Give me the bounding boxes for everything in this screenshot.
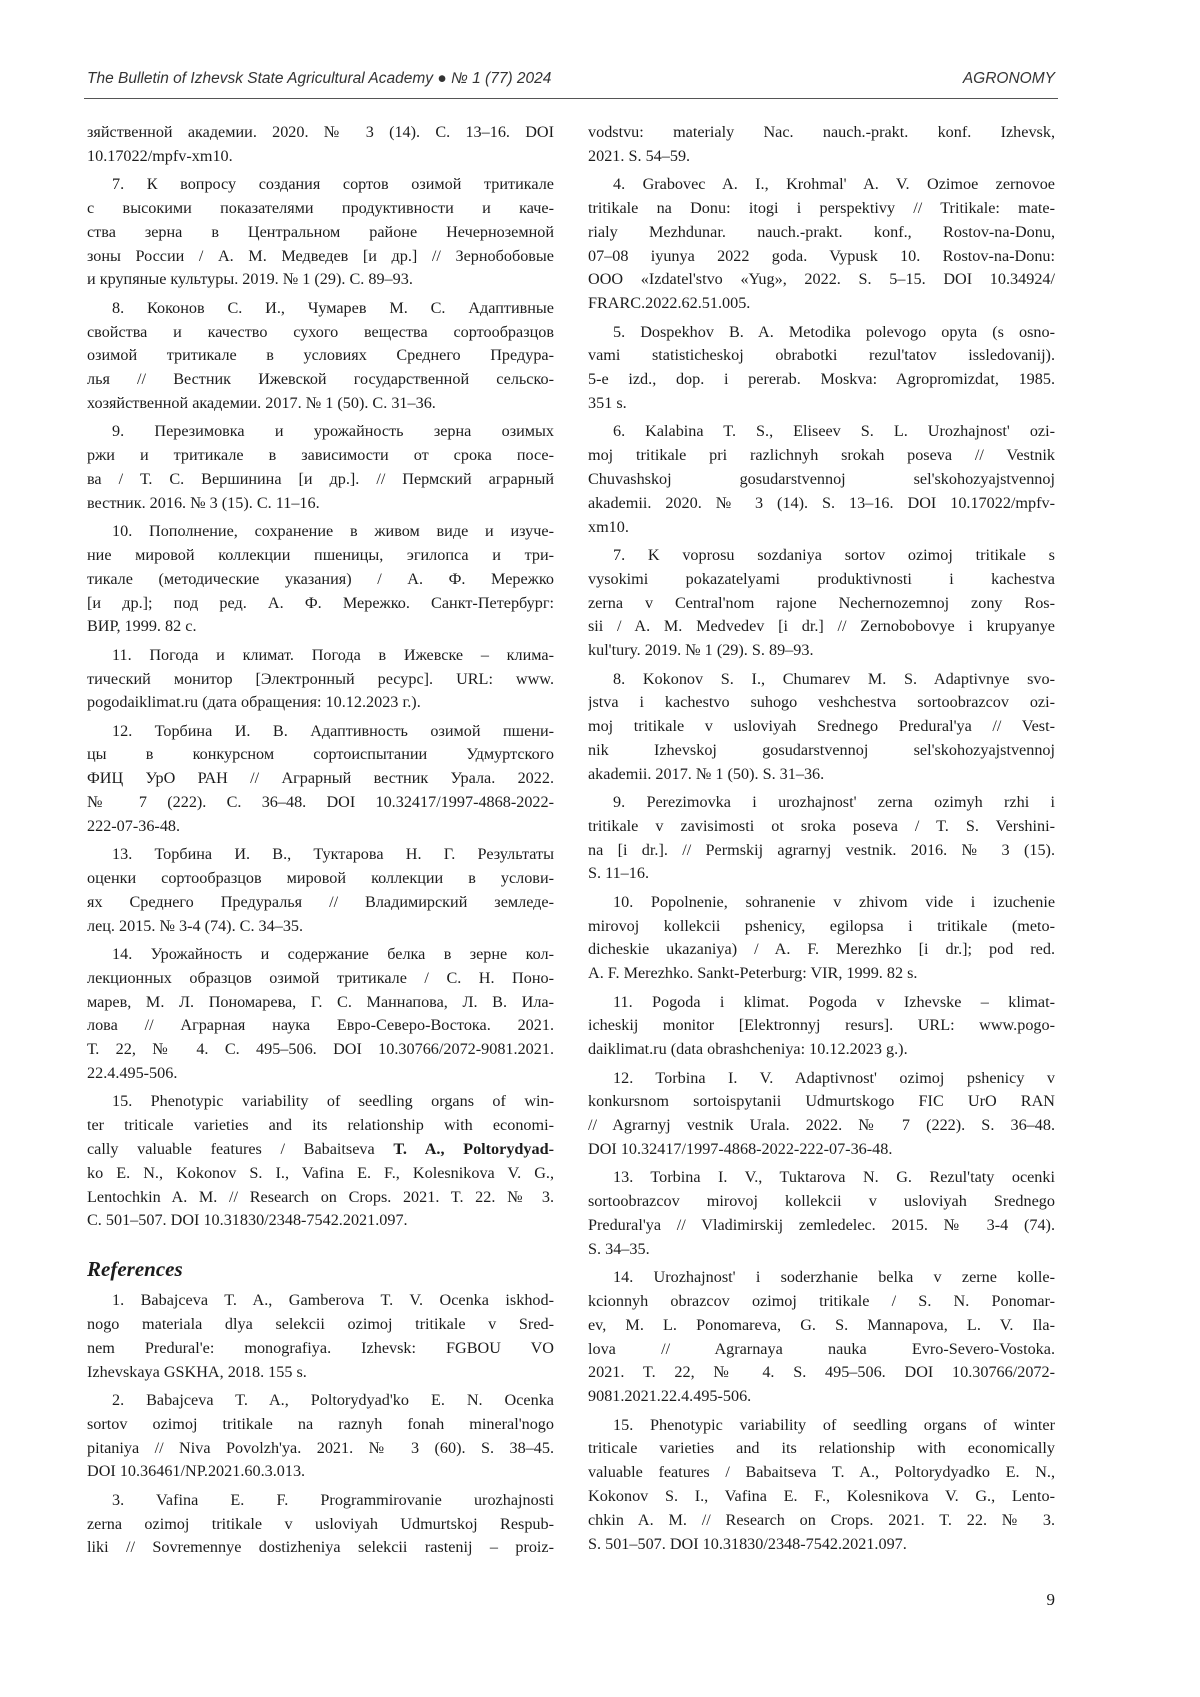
- text-line: 11. Погода и климат. Погода в Ижевске – клима-: [112, 645, 554, 664]
- reference-ref-en-8: [588, 668, 1055, 787]
- text-line: 8. Kokonov S. I., Chumarev M. S. Adaptivnye svo-: [613, 669, 1055, 688]
- text-line: 10. Popolnenie, sohranenie v zhivom vide i izuchenie: [613, 892, 1055, 911]
- text-line: Predural'ya // Vladimirskij zemledelec. 2015. № 3-4 (74).: [588, 1216, 1055, 1234]
- text-line: nik Izhevskoj gosudarstvennoj sel'skohozyajstvennoj: [588, 740, 1055, 759]
- text-line: 5-e izd., dop. i pererab. Moskva: Agropromizdat, 1985.: [588, 370, 1055, 389]
- text-line: ржи и тритикале в зависимости от срока посе-: [87, 446, 554, 465]
- text-line: valuable features / Babaitseva T. A., Poltorydyadko E. N.,: [588, 1463, 1055, 1482]
- text-line: tritikale v zavisimosti ot sroka poseva / T. S. Vershini-: [588, 816, 1055, 835]
- text-line: icheskij monitor [Elektronnyj resurs]. URL: www.pogo-: [588, 1016, 1055, 1035]
- text-line: pitaniya // Niva Povolzh'ya. 2021. № 3 (60). S. 38–45.: [87, 1438, 554, 1457]
- text-line: tritikale na Donu: itogi i perspektivy // Tritikale: mate-: [588, 198, 1055, 217]
- text-line: ях Среднего Предуралья // Владимирский земледе-: [87, 892, 554, 911]
- text-line: 9. Perezimovka i urozhajnost' zerna ozimyh rzhi i: [613, 793, 1055, 812]
- reference-ref-en-13: [588, 1166, 1055, 1261]
- right-column: [588, 121, 1055, 1561]
- text-line: kcionnyh obrazcov ozimoj tritikale / S. N. Ponomar-: [588, 1291, 1055, 1310]
- reference-ref-en-9: [588, 791, 1055, 886]
- text-line: хозяйственной академии. 2017. № 1 (50). С. 31–36.: [87, 393, 436, 412]
- text-line: 351 s.: [588, 393, 627, 412]
- text-line: № 7 (222). С. 36–48. DOI 10.32417/1997-4868-2022-: [87, 793, 554, 812]
- text-line: 2. Babajceva T. A., Poltorydyad'ko E. N. Ocenka: [112, 1390, 554, 1409]
- reference-ref-en-15: [588, 1414, 1055, 1557]
- text-line: nem Predural'e: monografiya. Izhevsk: FGBOU VO: [87, 1338, 554, 1357]
- reference-ref-en-2: [87, 1389, 554, 1484]
- text-line: nogo materiala dlya selekcii ozimoj tritikale v Sred-: [87, 1315, 554, 1333]
- text-line: 2021. S. 54–59.: [588, 146, 691, 165]
- text-line: лья // Вестник Ижевской государственной сельско-: [87, 370, 554, 389]
- text-line: xm10.: [588, 517, 629, 536]
- reference-ref-ru-8: [87, 297, 554, 416]
- text-line: озимой тритикале в условиях Среднего Предура-: [87, 346, 554, 365]
- text-line: 7. K voprosu sozdaniya sortov ozimoj tritikale s: [613, 545, 1055, 564]
- reference-ref-en-5: [588, 321, 1055, 416]
- reference-ref-en-1: [87, 1289, 554, 1384]
- text-line: 12. Торбина И. В. Адаптивность озимой пшени-: [112, 721, 554, 740]
- text-line: марев, М. Л. Пономарева, Г. С. Маннапова, Л. В. Ила-: [87, 992, 554, 1011]
- reference-ref-ru-10: [87, 520, 554, 639]
- text-line: 12. Torbina I. V. Adaptivnost' ozimoj pshenicy v: [613, 1068, 1055, 1087]
- text-segment: cally valuable features / Babaitseva: [87, 1140, 394, 1159]
- text-line: 6. Kalabina T. S., Eliseev S. L. Urozhajnost' ozi-: [613, 422, 1055, 441]
- text-line: лец. 2015. № 3-4 (74). С. 34–35.: [87, 916, 304, 935]
- text-line: ВИР, 1999. 82 с.: [87, 617, 197, 636]
- text-line: Lentochkin A. M. // Research on Crops. 2021. T. 22. № 3.: [87, 1187, 554, 1206]
- text-line: mirovoj kollekcii pshenicy, egilopsa i tritikale (meto-: [588, 916, 1055, 935]
- text-line: 13. Торбина И. В., Туктарова Н. Г. Результаты: [112, 845, 554, 864]
- text-line: ства зерна в Центральном районе Нечерноземной: [87, 222, 554, 241]
- text-line: kul'tury. 2019. № 1 (29). S. 89–93.: [588, 641, 814, 660]
- text-line: Т. 22, № 4. С. 495–506. DOI 10.30766/2072-9081.2021.: [87, 1040, 554, 1059]
- reference-ref-en-3-continued: [588, 121, 1055, 169]
- text-line: [87, 1138, 554, 1162]
- text-line: sortoobrazcov mirovoj kollekcii v usloviyah Srednego: [588, 1192, 1055, 1211]
- text-line: S. 501–507. DOI 10.31830/2348-7542.2021.097.: [588, 1534, 907, 1553]
- text-line: daiklimat.ru (data obrashcheniya: 10.12.2023 g.).: [588, 1040, 908, 1059]
- reference-ref-ru-9: [87, 420, 554, 515]
- section-name: AGRONOMY: [962, 70, 1055, 87]
- text-line: 9081.2021.22.4.495-506.: [588, 1387, 752, 1406]
- reference-ref-en-14: [588, 1266, 1055, 1409]
- text-line: DOI 10.36461/NP.2021.60.3.013.: [87, 1462, 306, 1481]
- reference-ref-ru-6-continued: [87, 121, 554, 169]
- text-line: S. 34–35.: [588, 1239, 650, 1258]
- reference-ref-ru-14: [87, 943, 554, 1086]
- text-line: 7. К вопросу создания сортов озимой тритикале: [112, 175, 554, 194]
- text-line: vami statisticheskoj obrabotki rezul'tatov issledovanij).: [588, 346, 1055, 365]
- text-line: Izhevskaya GSKHA, 2018. 155 s.: [87, 1362, 307, 1381]
- text-line: ФИЦ УрО РАН // Аграрный вестник Урала. 2022.: [87, 769, 554, 788]
- text-line: chkin A. M. // Research on Crops. 2021. T. 22. № 3.: [588, 1510, 1055, 1529]
- text-line: лова // Аграрная наука Евро-Северо-Востока. 2021.: [87, 1016, 554, 1035]
- text-line: 14. Урожайность и содержание белка в зерне кол-: [112, 945, 554, 964]
- text-line: свойства и качество сухого вещества сортообразцов: [87, 322, 554, 341]
- text-line: dicheskie ukazaniya) / A. F. Merezhko [i dr.]; pod red.: [588, 940, 1055, 959]
- text-line: moj tritikale v usloviyah Srednego Predural'ya // Vest-: [588, 717, 1055, 736]
- text-line: 222-07-36-48.: [87, 816, 181, 835]
- text-line: moj tritikale pri razlichnyh srokah poseva // Vestnik: [588, 446, 1055, 465]
- text-line: 1. Babajceva T. A., Gamberova T. V. Ocenka iskhod-: [112, 1291, 554, 1310]
- text-line: зоны России / А. М. Медведев [и др.] // Зернобобовые: [87, 246, 554, 265]
- reference-ref-en-12: [588, 1067, 1055, 1162]
- reference-ref-en-10: [588, 891, 1055, 986]
- page-number: 9: [1046, 1590, 1055, 1609]
- reference-ref-en-11: [588, 991, 1055, 1062]
- left-column: [87, 121, 554, 1565]
- text-line: 9. Перезимовка и урожайность зерна озимых: [112, 422, 554, 441]
- text-line: ko E. N., Kokonov S. I., Vafina E. F., Kolesnikova V. G.,: [87, 1163, 554, 1182]
- text-line: 11. Pogoda i klimat. Pogoda v Izhevske – klimat-: [613, 992, 1055, 1011]
- text-line: 5. Dospekhov B. A. Metodika polevogo opyta (s osno-: [613, 322, 1055, 341]
- text-line: 10. Пополнение, сохранение в живом виде и изуче-: [112, 522, 554, 541]
- text-line: ва / Т. С. Вершинина [и др.]. // Пермский аграрный: [87, 469, 554, 488]
- text-line: // Agrarnyj vestnik Urala. 2022. № 7 (222). S. 36–48.: [588, 1116, 1055, 1135]
- reference-ref-en-7: [588, 544, 1055, 663]
- text-line: 3. Vafina E. F. Programmirovanie urozhajnosti: [112, 1490, 554, 1509]
- reference-ref-ru-7: [87, 173, 554, 292]
- text-line: A. F. Merezhko. Sankt-Peterburg: VIR, 1999. 82 s.: [588, 964, 918, 983]
- text-line: akademii. 2020. № 3 (14). S. 13–16. DOI 10.17022/mpfv-: [588, 493, 1055, 512]
- text-line: akademii. 2017. № 1 (50). S. 31–36.: [588, 764, 825, 783]
- text-line: liki // Sovremennye dostizheniya selekcii rastenij – proiz-: [87, 1538, 554, 1557]
- text-line: ev, M. L. Ponomareva, G. S. Mannapova, L. V. Ila-: [588, 1315, 1055, 1334]
- text-line: jstva i kachestvo suhogo veshchestva sortoobrazcov ozi-: [588, 693, 1055, 712]
- text-line: pogodaiklimat.ru (дата обращения: 10.12.2023 г.).: [87, 693, 421, 712]
- text-line: лекционных образцов озимой тритикале / С. Н. Поно-: [87, 968, 554, 987]
- reference-ref-en-6: [588, 420, 1055, 539]
- text-line: FRARC.2022.62.51.005.: [588, 294, 751, 313]
- text-line: Kokonov S. I., Vafina E. F., Kolesnikova V. G., Lento-: [588, 1486, 1055, 1505]
- text-line: vysokimi pokazatelyami produktivnosti i kachestva: [588, 569, 1055, 588]
- text-line: ние мировой коллекции пшеницы, эгилопса и три-: [87, 545, 554, 564]
- text-line: 07–08 iyunya 2022 goda. Vypusk 10. Rostov-na-Donu:: [588, 246, 1055, 265]
- text-line: оценки сортообразцов мировой коллекции в услови-: [87, 869, 554, 888]
- text-line: и крупяные культуры. 2019. № 1 (29). С. 89–93.: [87, 270, 413, 289]
- text-line: OOO «Izdatel'stvo «Yug», 2022. S. 5–15. DOI 10.34924/: [588, 270, 1055, 289]
- bold-author-segment: T. A., Poltorydyad-: [393, 1140, 554, 1159]
- text-line: sii / A. M. Medvedev [i dr.] // Zernobobovye i krupyanye: [588, 617, 1055, 636]
- text-line: вестник. 2016. № 3 (15). С. 11–16.: [87, 493, 320, 512]
- header-divider: [84, 98, 1058, 99]
- reference-ref-en-4: [588, 173, 1055, 316]
- reference-ref-en-3: [87, 1489, 554, 1560]
- text-line: с высокими показателями продуктивности и каче-: [87, 198, 554, 217]
- text-line: rialy Mezhdunar. nauch.-prakt. konf., Rostov-na-Donu,: [588, 222, 1055, 241]
- text-line: 13. Torbina I. V., Tuktarova N. G. Rezul'taty ocenki: [613, 1168, 1055, 1187]
- text-line: цы в конкурсном сортоиспытании Удмуртского: [87, 745, 554, 764]
- text-line: 4. Grabovec A. I., Krohmal' A. V. Ozimoe zernovoe: [613, 175, 1055, 194]
- text-line: lova // Agrarnaya nauka Evro-Severo-Vostoka.: [588, 1339, 1055, 1358]
- text-line: triticale varieties and its relationship with economically: [588, 1439, 1055, 1458]
- text-line: 15. Phenotypic variability of seedling organs of winter: [613, 1415, 1055, 1434]
- text-line: ter triticale varieties and its relationship with economi-: [87, 1116, 554, 1135]
- text-line: 14. Urozhajnost' i soderzhanie belka v zerne kolle-: [613, 1268, 1055, 1287]
- text-line: 2021. T. 22, № 4. S. 495–506. DOI 10.30766/2072-: [588, 1363, 1055, 1382]
- text-line: тический монитор [Электронный ресурс]. URL: www.: [87, 669, 554, 688]
- text-line: konkursnom sortoispytanii Udmurtskogo FIC UrO RAN: [588, 1092, 1055, 1111]
- text-line: zerna v Central'nom rajone Nechernozemnoj zony Ros-: [588, 593, 1055, 612]
- text-line: тикале (методические указания) / А. Ф. Мережко: [87, 569, 554, 588]
- reference-ref-ru-12: [87, 720, 554, 839]
- text-line: Chuvashskoj gosudarstvennoj sel'skohozyajstvennoj: [588, 469, 1055, 488]
- reference-ref-ru-13: [87, 843, 554, 938]
- text-line: sortov ozimoj tritikale na raznyh fonah mineral'nogo: [87, 1414, 554, 1433]
- running-header: [87, 68, 1055, 92]
- journal-title: The Bulletin of Izhevsk State Agricultural Academy ● № 1 (77) 2024: [87, 70, 552, 87]
- section-heading-references: References: [87, 1257, 183, 1282]
- text-line: zerna ozimoj tritikale v usloviyah Udmurtskoj Respub-: [87, 1514, 554, 1533]
- text-line: S. 11–16.: [588, 864, 650, 883]
- reference-ref-ru-11: [87, 644, 554, 715]
- text-line: [и др.]; под ред. А. Ф. Мережко. Санкт-Петербург:: [87, 593, 554, 612]
- text-line: 22.4.495-506.: [87, 1064, 178, 1083]
- text-line: DOI 10.32417/1997-4868-2022-222-07-36-48.: [588, 1140, 893, 1159]
- reference-ref-ru-15: [87, 1090, 554, 1233]
- text-line: na [i dr.]. // Permskij agrarnyj vestnik. 2016. № 3 (15).: [588, 840, 1055, 859]
- text-line: 15. Phenotypic variability of seedling organs of win-: [112, 1092, 554, 1111]
- text-line: vodstvu: materialy Nac. nauch.-prakt. konf. Izhevsk,: [588, 123, 1055, 141]
- text-line: 10.17022/mpfv-xm10.: [87, 146, 233, 165]
- text-line: зяйственной академии. 2020. № 3 (14). С. 13–16. DOI: [87, 123, 554, 141]
- text-line: 8. Коконов С. И., Чумарев М. С. Адаптивные: [112, 298, 554, 317]
- text-line: C. 501–507. DOI 10.31830/2348-7542.2021.097.: [87, 1211, 408, 1230]
